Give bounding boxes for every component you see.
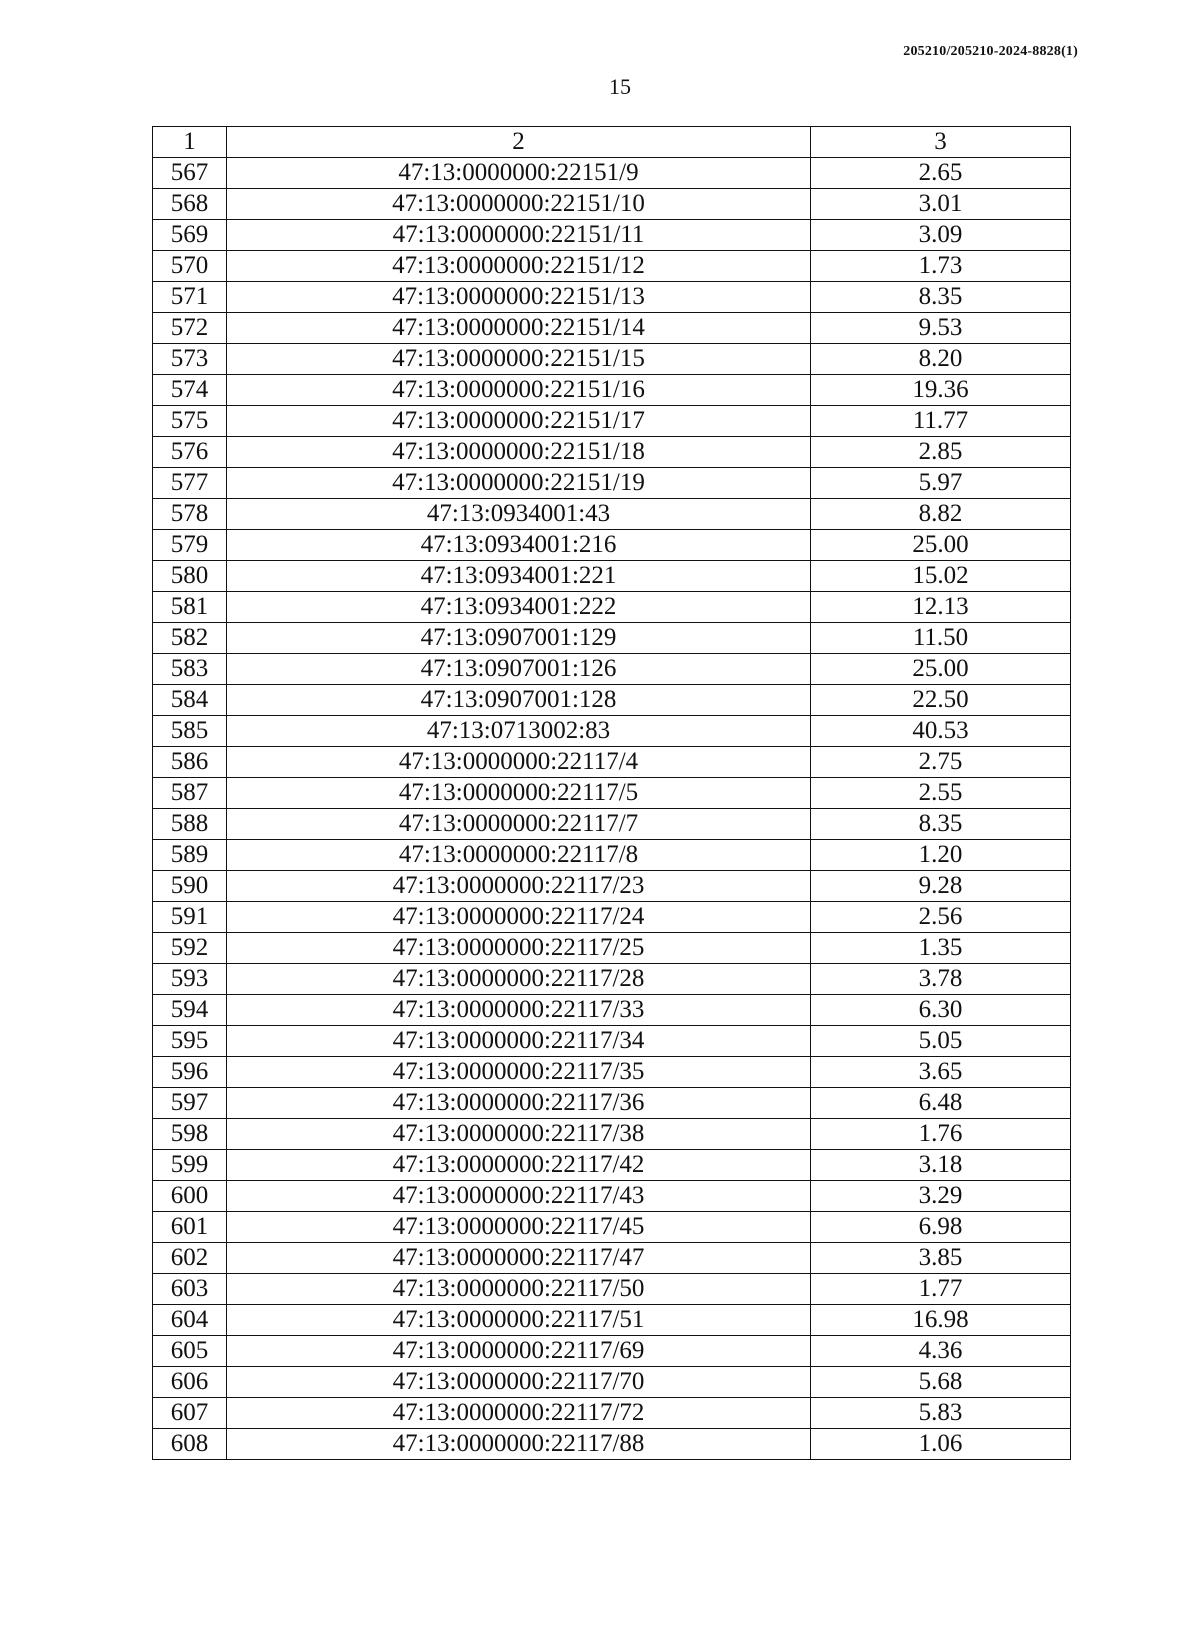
column-header-2: 2 [227, 127, 811, 158]
value-cell: 4.36 [811, 1336, 1071, 1367]
value-cell: 3.18 [811, 1150, 1071, 1181]
table-row [153, 1305, 1071, 1336]
table-row [153, 251, 1071, 282]
cadastral-number-cell: 47:13:0000000:22117/25 [227, 933, 811, 964]
row-number-cell: 602 [153, 1243, 227, 1274]
row-number-cell: 581 [153, 592, 227, 623]
row-number-cell: 595 [153, 1026, 227, 1057]
data-table [152, 126, 1071, 1460]
value-cell: 3.09 [811, 220, 1071, 251]
row-number-cell: 597 [153, 1088, 227, 1119]
cadastral-number-cell: 47:13:0000000:22117/38 [227, 1119, 811, 1150]
value-cell: 5.05 [811, 1026, 1071, 1057]
row-number-cell: 583 [153, 654, 227, 685]
table-row [153, 1088, 1071, 1119]
value-cell: 19.36 [811, 375, 1071, 406]
value-cell: 8.20 [811, 344, 1071, 375]
value-cell: 5.68 [811, 1367, 1071, 1398]
cadastral-number-cell: 47:13:0713002:83 [227, 716, 811, 747]
cadastral-number-cell: 47:13:0000000:22117/51 [227, 1305, 811, 1336]
row-number-cell: 587 [153, 778, 227, 809]
cadastral-number-cell: 47:13:0000000:22117/8 [227, 840, 811, 871]
row-number-cell: 598 [153, 1119, 227, 1150]
cadastral-number-cell: 47:13:0000000:22151/13 [227, 282, 811, 313]
value-cell: 3.78 [811, 964, 1071, 995]
table-row [153, 995, 1071, 1026]
row-number-cell: 599 [153, 1150, 227, 1181]
table-row [153, 1057, 1071, 1088]
column-header-3: 3 [811, 127, 1071, 158]
table-row [153, 313, 1071, 344]
value-cell: 6.98 [811, 1212, 1071, 1243]
table-row [153, 1026, 1071, 1057]
row-number-cell: 594 [153, 995, 227, 1026]
value-cell: 8.82 [811, 499, 1071, 530]
table-row [153, 747, 1071, 778]
row-number-cell: 604 [153, 1305, 227, 1336]
table-row [153, 902, 1071, 933]
value-cell: 8.35 [811, 809, 1071, 840]
row-number-cell: 601 [153, 1212, 227, 1243]
cadastral-number-cell: 47:13:0000000:22151/16 [227, 375, 811, 406]
table-row [153, 1274, 1071, 1305]
table-row [153, 1119, 1071, 1150]
value-cell: 1.06 [811, 1429, 1071, 1460]
column-header-1: 1 [153, 127, 227, 158]
value-cell: 3.65 [811, 1057, 1071, 1088]
row-number-cell: 572 [153, 313, 227, 344]
table-row [153, 592, 1071, 623]
table-row [153, 1212, 1071, 1243]
row-number-cell: 593 [153, 964, 227, 995]
value-cell: 2.75 [811, 747, 1071, 778]
cadastral-number-cell: 47:13:0000000:22151/12 [227, 251, 811, 282]
row-number-cell: 570 [153, 251, 227, 282]
row-number-cell: 592 [153, 933, 227, 964]
row-number-cell: 579 [153, 530, 227, 561]
value-cell: 25.00 [811, 654, 1071, 685]
table-row [153, 778, 1071, 809]
cadastral-number-cell: 47:13:0934001:221 [227, 561, 811, 592]
row-number-cell: 600 [153, 1181, 227, 1212]
row-number-cell: 577 [153, 468, 227, 499]
value-cell: 2.85 [811, 437, 1071, 468]
row-number-cell: 586 [153, 747, 227, 778]
cadastral-number-cell: 47:13:0000000:22117/23 [227, 871, 811, 902]
row-number-cell: 574 [153, 375, 227, 406]
value-cell: 22.50 [811, 685, 1071, 716]
row-number-cell: 605 [153, 1336, 227, 1367]
page-number: 15 [609, 74, 631, 99]
cadastral-number-cell: 47:13:0934001:222 [227, 592, 811, 623]
row-number-cell: 608 [153, 1429, 227, 1460]
value-cell: 16.98 [811, 1305, 1071, 1336]
table-row [153, 685, 1071, 716]
table-row [153, 1367, 1071, 1398]
table-body [153, 158, 1071, 1460]
table-row [153, 189, 1071, 220]
table-row [153, 654, 1071, 685]
row-number-cell: 573 [153, 344, 227, 375]
value-cell: 1.77 [811, 1274, 1071, 1305]
row-number-cell: 580 [153, 561, 227, 592]
table-row [153, 282, 1071, 313]
cadastral-number-cell: 47:13:0000000:22117/70 [227, 1367, 811, 1398]
table-row [153, 964, 1071, 995]
row-number-cell: 588 [153, 809, 227, 840]
cadastral-number-cell: 47:13:0000000:22117/45 [227, 1212, 811, 1243]
value-cell: 1.35 [811, 933, 1071, 964]
cadastral-number-cell: 47:13:0000000:22117/34 [227, 1026, 811, 1057]
value-cell: 9.53 [811, 313, 1071, 344]
value-cell: 9.28 [811, 871, 1071, 902]
row-number-cell: 576 [153, 437, 227, 468]
value-cell: 11.50 [811, 623, 1071, 654]
cadastral-number-cell: 47:13:0000000:22117/43 [227, 1181, 811, 1212]
value-cell: 1.76 [811, 1119, 1071, 1150]
table-row [153, 840, 1071, 871]
table-row [153, 220, 1071, 251]
table-row [153, 1429, 1071, 1460]
row-number-cell: 589 [153, 840, 227, 871]
value-cell: 3.85 [811, 1243, 1071, 1274]
row-number-cell: 584 [153, 685, 227, 716]
cadastral-number-cell: 47:13:0000000:22151/11 [227, 220, 811, 251]
value-cell: 6.30 [811, 995, 1071, 1026]
row-number-cell: 585 [153, 716, 227, 747]
table-row [153, 716, 1071, 747]
value-cell: 5.83 [811, 1398, 1071, 1429]
document-reference: 205210/205210-2024-8828(1) [903, 44, 1078, 59]
cadastral-number-cell: 47:13:0934001:216 [227, 530, 811, 561]
table-row [153, 468, 1071, 499]
table-row [153, 1243, 1071, 1274]
table-row [153, 933, 1071, 964]
table-row [153, 623, 1071, 654]
cadastral-number-cell: 47:13:0000000:22117/50 [227, 1274, 811, 1305]
cadastral-number-cell: 47:13:0000000:22117/69 [227, 1336, 811, 1367]
cadastral-number-cell: 47:13:0000000:22117/4 [227, 747, 811, 778]
value-cell: 25.00 [811, 530, 1071, 561]
cadastral-number-cell: 47:13:0934001:43 [227, 499, 811, 530]
cadastral-number-cell: 47:13:0000000:22151/18 [227, 437, 811, 468]
table-row [153, 530, 1071, 561]
table-row [153, 499, 1071, 530]
row-number-cell: 568 [153, 189, 227, 220]
cadastral-number-cell: 47:13:0000000:22117/35 [227, 1057, 811, 1088]
cadastral-number-cell: 47:13:0000000:22151/19 [227, 468, 811, 499]
cadastral-number-cell: 47:13:0000000:22117/5 [227, 778, 811, 809]
value-cell: 2.56 [811, 902, 1071, 933]
value-cell: 6.48 [811, 1088, 1071, 1119]
row-number-cell: 591 [153, 902, 227, 933]
cadastral-number-cell: 47:13:0000000:22117/88 [227, 1429, 811, 1460]
row-number-cell: 607 [153, 1398, 227, 1429]
row-number-cell: 606 [153, 1367, 227, 1398]
cadastral-number-cell: 47:13:0000000:22117/36 [227, 1088, 811, 1119]
value-cell: 1.73 [811, 251, 1071, 282]
cadastral-number-cell: 47:13:0000000:22117/33 [227, 995, 811, 1026]
value-cell: 12.13 [811, 592, 1071, 623]
cadastral-number-cell: 47:13:0000000:22151/9 [227, 158, 811, 189]
table-row [153, 1150, 1071, 1181]
table-row [153, 158, 1071, 189]
row-number-cell: 603 [153, 1274, 227, 1305]
cadastral-number-cell: 47:13:0000000:22151/14 [227, 313, 811, 344]
value-cell: 40.53 [811, 716, 1071, 747]
cadastral-number-cell: 47:13:0000000:22151/17 [227, 406, 811, 437]
value-cell: 8.35 [811, 282, 1071, 313]
value-cell: 3.01 [811, 189, 1071, 220]
cadastral-number-cell: 47:13:0000000:22117/28 [227, 964, 811, 995]
cadastral-number-cell: 47:13:0000000:22151/15 [227, 344, 811, 375]
table-row [153, 809, 1071, 840]
value-cell: 3.29 [811, 1181, 1071, 1212]
table-header-row [153, 127, 1071, 158]
table-row [153, 344, 1071, 375]
value-cell: 1.20 [811, 840, 1071, 871]
table-row [153, 561, 1071, 592]
row-number-cell: 582 [153, 623, 227, 654]
row-number-cell: 571 [153, 282, 227, 313]
table-row [153, 375, 1071, 406]
table-row [153, 1181, 1071, 1212]
row-number-cell: 569 [153, 220, 227, 251]
cadastral-number-cell: 47:13:0000000:22151/10 [227, 189, 811, 220]
row-number-cell: 567 [153, 158, 227, 189]
row-number-cell: 578 [153, 499, 227, 530]
cadastral-number-cell: 47:13:0000000:22117/72 [227, 1398, 811, 1429]
row-number-cell: 596 [153, 1057, 227, 1088]
table-row [153, 1336, 1071, 1367]
row-number-cell: 575 [153, 406, 227, 437]
table-row [153, 1398, 1071, 1429]
value-cell: 15.02 [811, 561, 1071, 592]
cadastral-number-cell: 47:13:0907001:129 [227, 623, 811, 654]
value-cell: 2.55 [811, 778, 1071, 809]
table-row [153, 871, 1071, 902]
cadastral-number-cell: 47:13:0000000:22117/24 [227, 902, 811, 933]
cadastral-number-cell: 47:13:0907001:128 [227, 685, 811, 716]
cadastral-number-cell: 47:13:0000000:22117/7 [227, 809, 811, 840]
cadastral-number-cell: 47:13:0000000:22117/42 [227, 1150, 811, 1181]
table-row [153, 437, 1071, 468]
value-cell: 5.97 [811, 468, 1071, 499]
value-cell: 2.65 [811, 158, 1071, 189]
row-number-cell: 590 [153, 871, 227, 902]
value-cell: 11.77 [811, 406, 1071, 437]
cadastral-number-cell: 47:13:0907001:126 [227, 654, 811, 685]
table-row [153, 406, 1071, 437]
cadastral-number-cell: 47:13:0000000:22117/47 [227, 1243, 811, 1274]
